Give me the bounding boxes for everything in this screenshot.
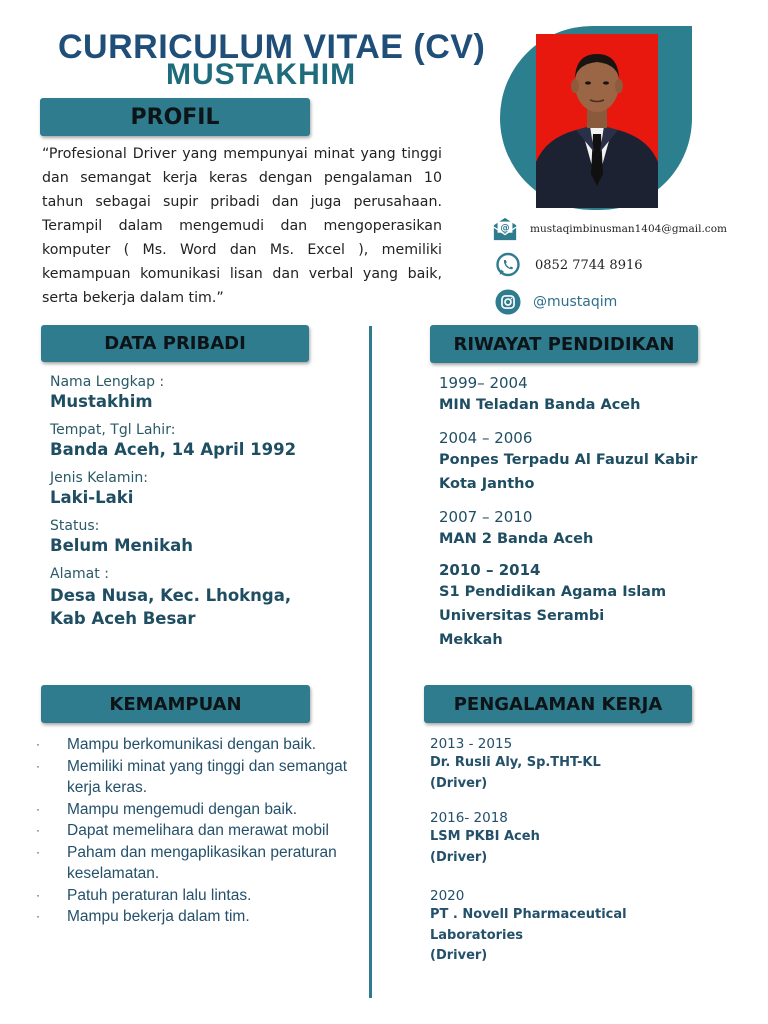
experience-list: [430, 736, 720, 967]
instagram-handle[interactable]: @mustaqim: [533, 294, 618, 310]
skill-item: · Patuh peraturan lalu lintas.: [36, 886, 252, 904]
job-employer: PT . Novell Pharmaceutical Laboratories: [430, 907, 627, 943]
job-years: 2020: [430, 888, 465, 904]
email-icon: [492, 216, 518, 242]
job-role: (Driver): [430, 948, 488, 963]
contact-instagram-row: [495, 289, 617, 315]
education-years: 2007 – 2010: [439, 508, 533, 526]
job-role: (Driver): [430, 775, 488, 791]
profile-photo: [536, 34, 658, 208]
contact-email-row: [492, 216, 727, 242]
job-employer: LSM PKBI Aceh: [430, 829, 540, 844]
section-heading-pengalaman-kerja: PENGALAMAN KERJA: [424, 685, 692, 723]
skill-item: · Mampu mengemudi dengan baik.: [36, 800, 298, 818]
job-years: 2013 - 2015: [430, 736, 513, 752]
skill-item: · Dapat memelihara dan merawat mobil: [36, 822, 329, 839]
section-heading-riwayat-pendidikan: RIWAYAT PENDIDIKAN: [430, 325, 698, 363]
person-portrait-illustration: [536, 34, 658, 208]
personal-field-value: Desa Nusa, Kec. Lhoknga, Kab Aceh Besar: [50, 586, 292, 628]
profile-summary: “Profesional Driver yang mempunyai minat yang tinggi dan semangat kerja keras dengan pengalaman 10 tahun sebagai supir pribadi dan juga perusahaan. Terampil dalam mengemudi dan mengoperasikan komputer ( Ms. Word dan Ms. Excel ), memiliki kemampuan komunikasi lisan dan verbal yang baik, serta bekerja dalam tim.”: [42, 146, 442, 306]
section-heading-kemampuan: KEMAMPUAN: [41, 685, 310, 723]
education-institution: S1 Pendidikan Agama Islam Universitas Serambi Mekkah: [439, 584, 667, 648]
section-heading-data-pribadi: DATA PRIBADI: [41, 325, 309, 362]
skill-item: · Memiliki minat yang tinggi dan semangat kerja keras.: [36, 757, 347, 796]
skill-item: · Mampu bekerja dalam tim.: [36, 908, 250, 925]
svg-text:@: @: [500, 222, 510, 234]
personal-field-value: Laki-Laki: [50, 488, 134, 507]
education-years: 2010 – 2014: [439, 561, 541, 579]
education-institution: MAN 2 Banda Aceh: [439, 531, 594, 547]
document-title: CURRICULUM VITAE (CV): [58, 28, 486, 66]
personal-field-label: Status:: [50, 518, 100, 534]
person-name-title: MUSTAKHIM: [166, 58, 357, 91]
personal-field-value: Belum Menikah: [50, 536, 193, 555]
personal-field-label: Nama Lengkap :: [50, 374, 165, 390]
personal-field-label: Alamat :: [50, 566, 109, 582]
personal-field-label: Tempat, Tgl Lahir:: [50, 422, 176, 438]
education-institution: Ponpes Terpadu Al Fauzul Kabir Kota Jantho: [439, 452, 698, 492]
instagram-icon: [495, 289, 521, 315]
whatsapp-icon: [495, 252, 521, 278]
personal-field-value: Mustakhim: [50, 392, 153, 411]
section-heading-profil: PROFIL: [40, 98, 310, 136]
skills-list: [36, 734, 356, 928]
education-institution: MIN Teladan Banda Aceh: [439, 397, 641, 413]
column-divider: [369, 326, 372, 998]
education-years: 2004 – 2006: [439, 429, 533, 447]
job-employer: Dr. Rusli Aly, Sp.THT-KL: [430, 755, 601, 770]
email-address[interactable]: mustaqimbinusman1404@gmail.com: [530, 223, 727, 235]
education-list: [439, 374, 739, 652]
skill-item: · Mampu berkomunikasi dengan baik.: [36, 736, 316, 753]
education-years: 1999– 2004: [439, 374, 528, 392]
personal-field-label: Jenis Kelamin:: [50, 470, 148, 486]
phone-number[interactable]: 0852 7744 8916: [535, 257, 643, 273]
skill-item: · Paham dan mengaplikasikan peraturan keselamatan.: [36, 843, 337, 882]
personal-field-value: Banda Aceh, 14 April 1992: [50, 440, 297, 459]
contact-phone-row: [495, 252, 643, 278]
job-years: 2016- 2018: [430, 810, 508, 826]
personal-data-list: [50, 374, 350, 630]
job-role: (Driver): [430, 849, 488, 865]
